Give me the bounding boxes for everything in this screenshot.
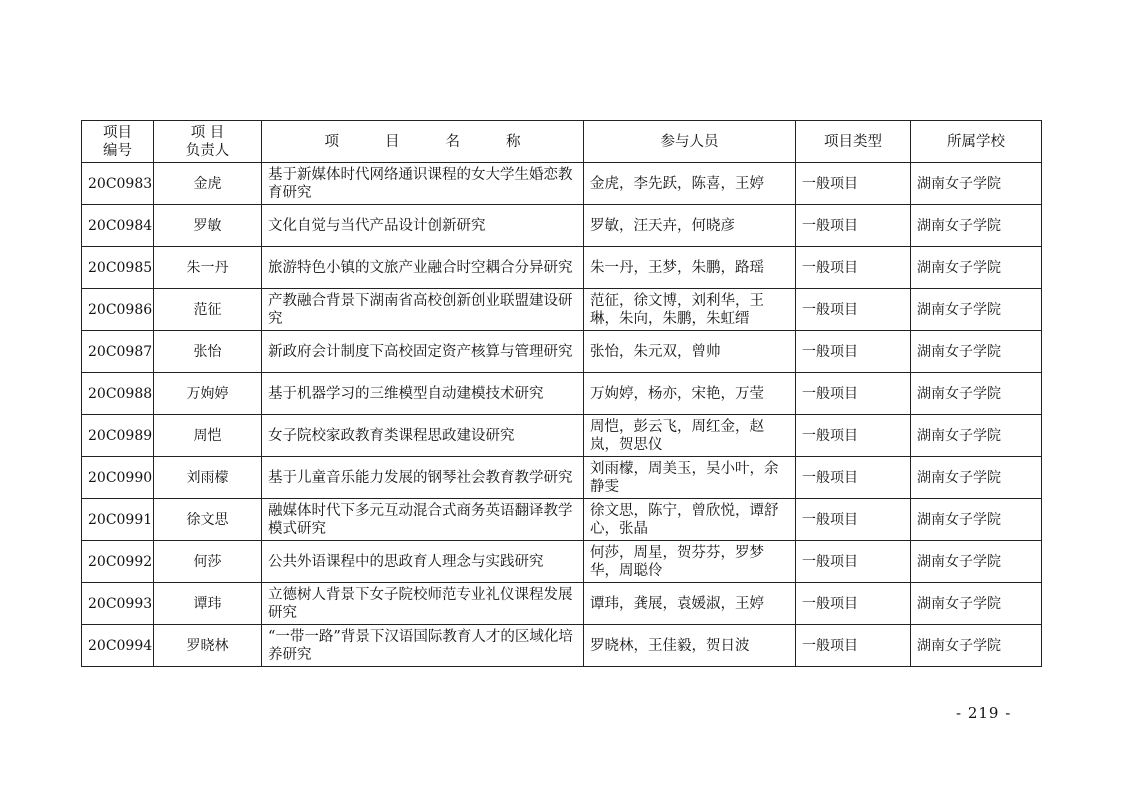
cell-school: 湖南女子学院 (911, 499, 1042, 541)
cell-project-name: 旅游特色小镇的文旅产业融合时空耦合分异研究 (262, 247, 584, 289)
cell-project-type: 一般项目 (796, 625, 911, 667)
table-row (82, 289, 1042, 331)
cell-project-type: 一般项目 (796, 499, 911, 541)
table-row (82, 541, 1042, 583)
cell-members: 周恺，彭云飞，周红金，赵岚，贺思仪 (584, 415, 796, 457)
cell-members: 朱一丹，王梦，朱鹏，路瑶 (584, 247, 796, 289)
cell-project-id: 20C0992 (82, 541, 154, 583)
header-leader (154, 121, 262, 163)
cell-project-type: 一般项目 (796, 415, 911, 457)
cell-school: 湖南女子学院 (911, 625, 1042, 667)
cell-school: 湖南女子学院 (911, 247, 1042, 289)
table-row (82, 247, 1042, 289)
cell-project-id: 20C0985 (82, 247, 154, 289)
header-project-id (82, 121, 154, 163)
table-row (82, 415, 1042, 457)
header-school: 所属学校 (911, 121, 1042, 163)
table-row (82, 373, 1042, 415)
cell-project-name: 产教融合背景下湖南省高校创新创业联盟建设研究 (262, 289, 584, 331)
cell-school: 湖南女子学院 (911, 331, 1042, 373)
header-project-name (262, 121, 584, 163)
header-project-name-label: 项目名称 (324, 133, 567, 150)
cell-project-type: 一般项目 (796, 583, 911, 625)
cell-project-id: 20C0986 (82, 289, 154, 331)
cell-project-name: 融媒体时代下多元互动混合式商务英语翻译教学模式研究 (262, 499, 584, 541)
header-project-id-line1: 项目 (103, 124, 132, 141)
table-row (82, 163, 1042, 205)
cell-project-type: 一般项目 (796, 205, 911, 247)
cell-leader: 何莎 (154, 541, 262, 583)
cell-project-type: 一般项目 (796, 541, 911, 583)
cell-project-name: 立德树人背景下女子院校师范专业礼仪课程发展研究 (262, 583, 584, 625)
cell-project-type: 一般项目 (796, 373, 911, 415)
cell-project-id: 20C0990 (82, 457, 154, 499)
cell-project-name: 基于新媒体时代网络通识课程的女大学生婚恋教育研究 (262, 163, 584, 205)
table-row (82, 457, 1042, 499)
table-row (82, 625, 1042, 667)
cell-project-id: 20C0988 (82, 373, 154, 415)
cell-leader: 谭玮 (154, 583, 262, 625)
cell-leader: 朱一丹 (154, 247, 262, 289)
cell-leader: 张怡 (154, 331, 262, 373)
cell-project-id: 20C0984 (82, 205, 154, 247)
cell-leader: 周恺 (154, 415, 262, 457)
header-project-id-line2: 编号 (103, 142, 132, 159)
page-number: - 219 - (956, 704, 1012, 722)
cell-project-name: 新政府会计制度下高校固定资产核算与管理研究 (262, 331, 584, 373)
cell-members: 范征，徐文博，刘利华，王琳，朱向，朱鹏，朱虹缙 (584, 289, 796, 331)
cell-school: 湖南女子学院 (911, 415, 1042, 457)
cell-school: 湖南女子学院 (911, 289, 1042, 331)
cell-members: 徐文思，陈宁，曾欣悦，谭舒心，张晶 (584, 499, 796, 541)
cell-leader: 范征 (154, 289, 262, 331)
header-project-type: 项目类型 (796, 121, 911, 163)
cell-project-id: 20C0994 (82, 625, 154, 667)
cell-project-id: 20C0983 (82, 163, 154, 205)
cell-members: 万姁婷，杨亦，宋艳，万莹 (584, 373, 796, 415)
cell-project-name: 基于机器学习的三维模型自动建模技术研究 (262, 373, 584, 415)
cell-project-name: 公共外语课程中的思政育人理念与实践研究 (262, 541, 584, 583)
cell-leader: 刘雨檬 (154, 457, 262, 499)
table-row (82, 583, 1042, 625)
cell-leader: 罗敏 (154, 205, 262, 247)
cell-school: 湖南女子学院 (911, 457, 1042, 499)
cell-project-id: 20C0993 (82, 583, 154, 625)
cell-project-name: 女子院校家政教育类课程思政建设研究 (262, 415, 584, 457)
cell-project-type: 一般项目 (796, 457, 911, 499)
project-table (81, 120, 1042, 667)
cell-school: 湖南女子学院 (911, 541, 1042, 583)
cell-project-type: 一般项目 (796, 331, 911, 373)
cell-members: 刘雨檬，周美玉，吴小叶，余静雯 (584, 457, 796, 499)
cell-leader: 徐文思 (154, 499, 262, 541)
header-members: 参与人员 (584, 121, 796, 163)
header-leader-line2: 负责人 (185, 142, 230, 159)
cell-leader: 万姁婷 (154, 373, 262, 415)
cell-project-id: 20C0987 (82, 331, 154, 373)
cell-project-id: 20C0991 (82, 499, 154, 541)
cell-school: 湖南女子学院 (911, 373, 1042, 415)
cell-leader: 金虎 (154, 163, 262, 205)
table-row (82, 331, 1042, 373)
table-row (82, 205, 1042, 247)
cell-leader: 罗晓林 (154, 625, 262, 667)
cell-school: 湖南女子学院 (911, 583, 1042, 625)
cell-members: 罗敏，汪天卉，何晓彦 (584, 205, 796, 247)
cell-members: 张怡，朱元双，曾帅 (584, 331, 796, 373)
cell-members: 谭玮，龚展，袁媛淑，王婷 (584, 583, 796, 625)
cell-project-type: 一般项目 (796, 289, 911, 331)
table-row (82, 499, 1042, 541)
cell-project-type: 一般项目 (796, 163, 911, 205)
table-header-row (82, 121, 1042, 163)
cell-project-name: 文化自觉与当代产品设计创新研究 (262, 205, 584, 247)
cell-project-type: 一般项目 (796, 247, 911, 289)
cell-project-id: 20C0989 (82, 415, 154, 457)
cell-members: 何莎，周星，贺芬芬，罗梦华，周聪伶 (584, 541, 796, 583)
cell-school: 湖南女子学院 (911, 163, 1042, 205)
cell-school: 湖南女子学院 (911, 205, 1042, 247)
cell-members: 罗晓林，王佳毅，贺日波 (584, 625, 796, 667)
cell-members: 金虎，李先跃，陈喜，王婷 (584, 163, 796, 205)
cell-project-name: “一带一路”背景下汉语国际教育人才的区域化培养研究 (262, 625, 584, 667)
table-body (82, 163, 1042, 667)
cell-project-name: 基于儿童音乐能力发展的钢琴社会教育教学研究 (262, 457, 584, 499)
header-leader-line1: 项 目 (190, 124, 225, 141)
